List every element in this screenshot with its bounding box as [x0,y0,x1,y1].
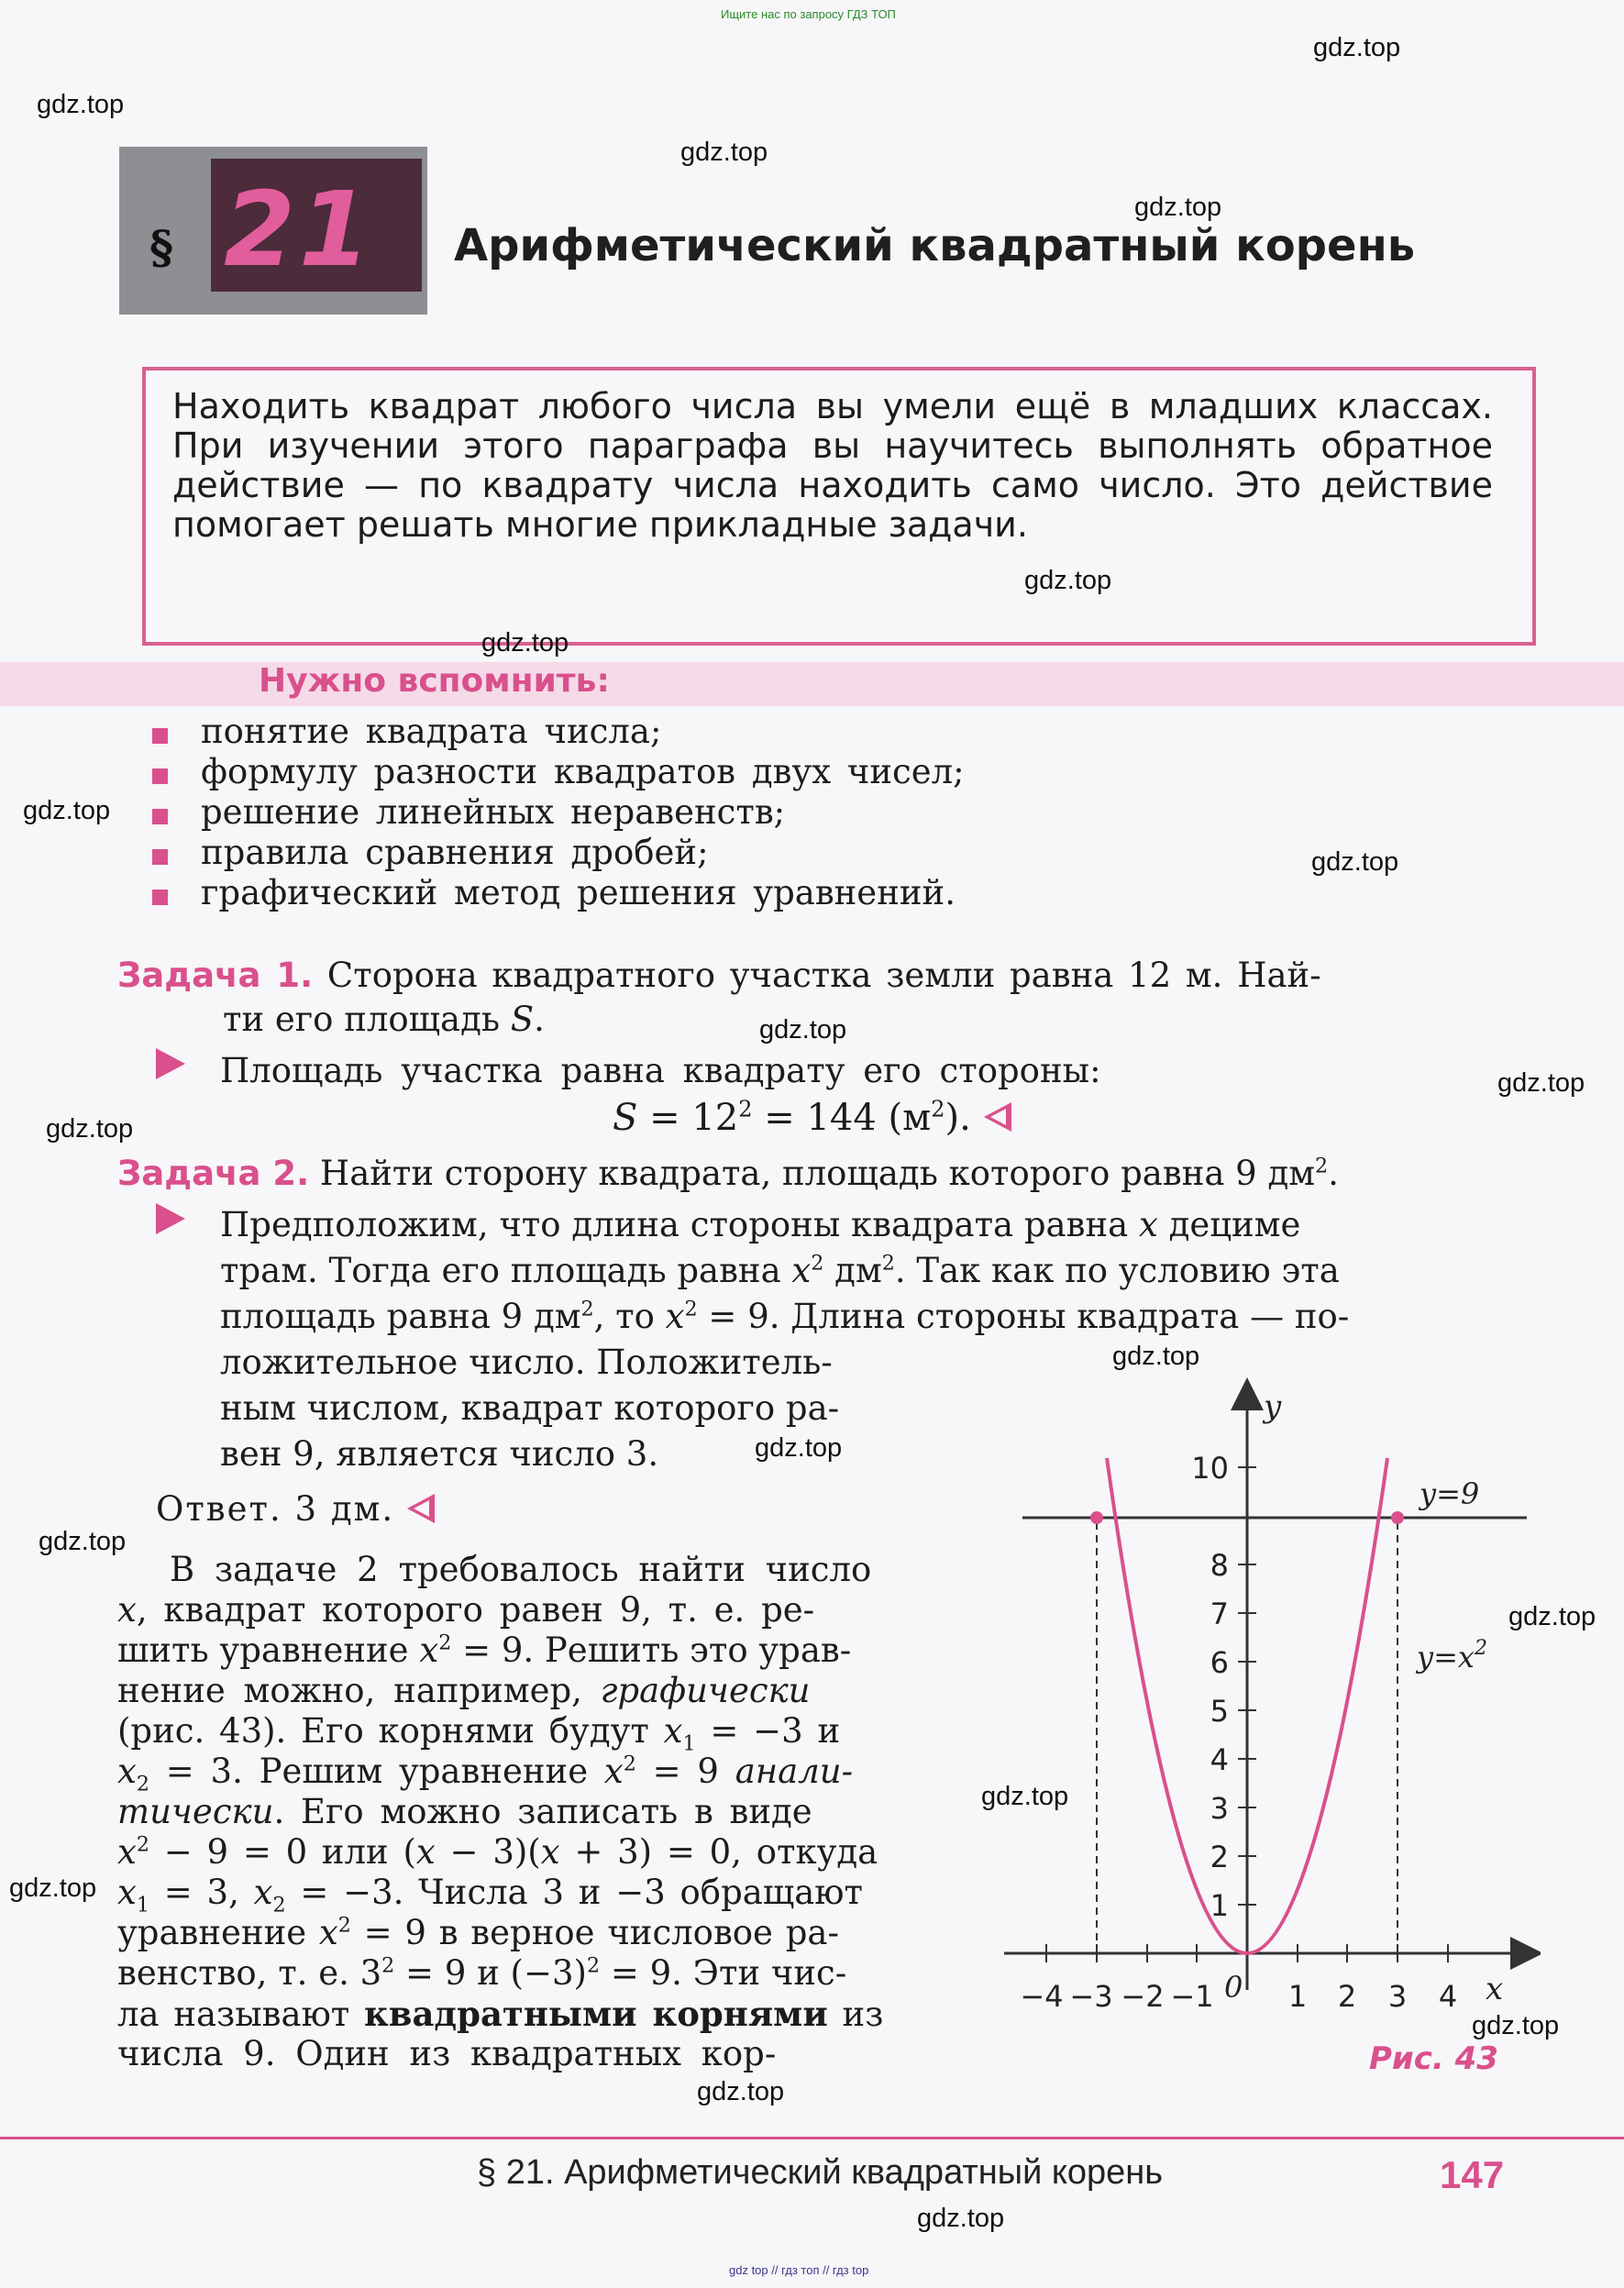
body-line: шить уравнение $x^2 = 9$. Решить это урав- [117,1630,852,1670]
watermark: gdz.top [1112,1342,1200,1371]
footer-rule [0,2137,1624,2139]
figure-caption: Рис. 43 [1369,2040,1498,2077]
watermark: gdz.top [46,1114,134,1144]
solution-marker [156,1048,185,1079]
y-tick-label: 7 [1210,1597,1229,1631]
list-item: понятие квадрата числа; [149,712,965,752]
remember-title: Нужно вспомнить: [259,662,610,700]
task2-sol-line: площадь равна 9 $дм^2$, то $x^2 = 9$. Длина стороны квадрата — по- [220,1297,1350,1336]
solution-marker [156,1203,185,1234]
x-tick-label: −3 [1069,1979,1113,2014]
chapter-number: 21 [224,171,374,290]
body-line: В задаче 2 требовалось найти число [170,1550,872,1589]
body-line: тически. Его можно записать в виде [117,1792,812,1831]
watermark: gdz.top [697,2077,785,2106]
x-axis-label: x [1486,1971,1504,2007]
task1-formula: $S = 12^2 = 144$ $(м^2)$. [613,1097,1011,1139]
body-line: $x_1 = 3$, $x_2 = -3$. Числа 3 и −3 обращают [117,1873,863,1918]
watermark: gdz.top [680,138,768,167]
footer-running-title: § 21. Арифметический квадратный корень [477,2153,1164,2192]
task2-sol-line: трам. Тогда его площадь равна $x^2$ $дм^2$. Так как по условию эта [220,1251,1340,1290]
watermark: gdz.top [1472,2011,1560,2040]
x-tick-label: −4 [1020,1979,1064,2014]
y-tick-label: 6 [1210,1645,1229,1680]
watermark: gdz.top [1024,566,1112,595]
task2-sol-line: ложительное число. Положитель- [220,1343,833,1382]
watermark: gdz.top [481,628,569,658]
intersection-point [1391,1511,1404,1524]
body-line: $x^2 - 9 = 0$ или (x − 3)(x + 3) = 0, откуда [117,1832,878,1872]
task1-statement-cont: ти его площадь S. [223,1000,545,1039]
list-item: формулу разности квадратов двух чисел; [149,752,965,792]
task2-statement: Задача 2. Найти сторону квадрата, площадь которого равна 9 $дм^2$. [117,1154,1339,1193]
y-tick-label: 1 [1210,1888,1229,1923]
watermark: gdz.top [1497,1068,1585,1098]
watermark: gdz.top [1134,193,1222,222]
bottom-banner[interactable]: gdz top // гдз топ // гдз top [729,2263,869,2277]
x-tick-label: 3 [1387,1979,1408,2014]
watermark: gdz.top [1311,847,1399,877]
watermark: gdz.top [981,1782,1069,1811]
watermark: gdz.top [23,796,111,825]
body-line: x, квадрат которого равен 9, т. е. ре- [117,1590,815,1630]
watermark: gdz.top [917,2204,1005,2233]
x-tick-label: 2 [1337,1979,1357,2014]
list-item: графический метод решения уравнений. [149,873,965,913]
body-line: $x_2 = 3$. Решим уравнение $x^2 = 9$ анали- [117,1752,854,1796]
task1-label: Задача 1. [117,956,314,995]
y-axis-label: y [1264,1388,1282,1425]
y-tick-label: 2 [1210,1840,1229,1874]
curve-label: $y=x^2$ [1417,1637,1487,1675]
line-label: y=9 [1420,1476,1480,1511]
y-tick-label: 3 [1210,1791,1229,1826]
y-tick-label: 5 [1210,1694,1229,1729]
y-tick-label: 10 [1191,1451,1229,1486]
watermark: gdz.top [37,90,125,119]
x-tick-label: 4 [1438,1979,1458,2014]
remember-list [149,712,965,913]
end-marker [407,1494,435,1523]
x-tick-label: 1 [1287,1979,1308,2014]
task2-sol-line: Предположим, что длина стороны квадрата равна x дециме [220,1205,1301,1244]
watermark: gdz.top [1313,33,1401,62]
list-item: решение линейных неравенств; [149,792,965,833]
intersection-point [1090,1511,1103,1524]
figure-43 [990,1376,1541,2072]
watermark: gdz.top [759,1015,847,1045]
y-tick-label: 8 [1210,1548,1229,1583]
body-line: уравнение $x^2 = 9$ в верное числовое ра- [117,1913,839,1952]
body-line: числа 9. Один из квадратных кор- [117,2034,777,2073]
watermark: gdz.top [39,1527,127,1556]
page-number: 147 [1440,2153,1505,2196]
body-line: (рис. 43). Его корнями будут $x_1 = -3$ и [117,1711,841,1756]
task1-statement: Задача 1. Сторона квадратного участка земли равна 12 м. Най- [117,956,1321,995]
task2-answer: Ответ. 3 дм. [156,1489,435,1530]
y-tick-label: 4 [1210,1742,1229,1777]
x-tick-label: −1 [1170,1979,1214,2014]
origin-label: 0 [1224,1970,1243,2005]
top-banner[interactable]: Ищите нас по запросу ГДЗ ТОП [721,7,896,21]
watermark: gdz.top [9,1874,97,1903]
task1-solution: Площадь участка равна квадрату его стороны: [220,1051,1101,1090]
page-title: Арифметический квадратный корень [454,220,1416,271]
task2-label: Задача 2. [117,1154,310,1193]
task2-sol-line: ным числом, квадрат которого ра- [220,1388,840,1428]
body-line: венство, т. е. $3^2 = 9$ и $(-3)^2 = 9$. Эти чис- [117,1953,847,1993]
watermark: gdz.top [755,1433,843,1463]
task2-sol-line: вен 9, является число 3. [220,1434,659,1474]
section-sign: § [149,220,174,274]
body-line: нение можно, например, графически [117,1671,811,1710]
watermark: gdz.top [1508,1602,1596,1631]
end-marker [984,1102,1011,1132]
intro-text: Находить квадрат любого числа вы умели ещё в младших классах. При изучении этого параграфа вы научитесь выполнять обратное действие — по квадрату числа находить само число. Это действие помогает решать многие прикладные задачи. [172,386,1493,545]
body-line: ла называют квадратными корнями из [117,1994,884,2034]
x-tick-label: −2 [1121,1979,1165,2014]
remember-band [0,662,1624,706]
list-item: правила сравнения дробей; [149,833,965,873]
